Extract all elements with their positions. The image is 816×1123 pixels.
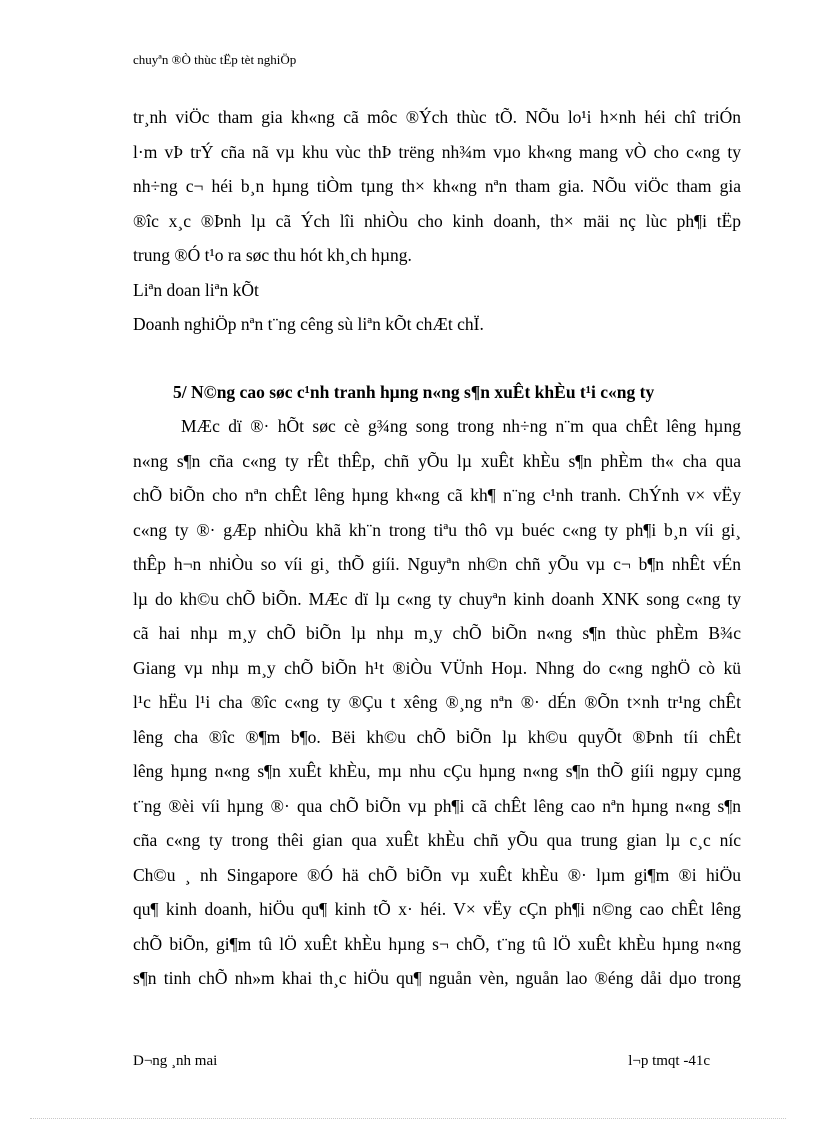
text-line: MÆc dï ®· hÕt søc cè g¾ng song trong nh÷ng n¨m qua chÊt lêng hµng [181,416,741,436]
text-line: lµ do kh©u chÕ biÕn. MÆc dï lµ c«ng ty chuyªn kinh doanh XNK song c«ng ty [133,588,741,609]
text-line: nh÷ng c¬ héi b¸n hµng tiÒm tµng th× kh«ng nªn tham gia. NÕu viÖc tham gia [133,176,741,196]
paragraph-1 [133,100,741,273]
text-line: lêng hµng n«ng s¶n xuÊt khÈu, mµ nhu cÇu hµng n«ng s¶n thÕ giíi ngµy cµng [133,761,741,781]
footer-author: D¬ng ¸nh mai [133,1053,218,1069]
text-line: tr¸nh viÖc tham gia kh«ng cã môc ®Ých thùc tÕ. NÕu lo¹i h×nh héi chî triÓn [133,107,741,127]
text-line: cã hai nhµ m¸y chÕ biÕn lµ nhµ m¸y chÕ biÕn n«ng s¶n thùc phÈm B¾c [133,623,741,643]
text-line: chÕ biÕn cho nªn chÊt lêng hµng kh«ng cã kh¶ n¨ng c¹nh tranh. ChÝnh v× vËy [133,485,741,505]
page-break-divider [30,1118,786,1119]
page-body [133,100,741,996]
text-line: Giang vµ nhµ m¸y chÕ biÕn h¹t ®iÒu VÜnh Hoµ. Nhng do c«ng nghÖ cò kü [133,657,741,678]
footer-class: l¬p tmqt -41c [628,1053,710,1069]
text-line: ®îc x¸c ®Þnh lµ cã Ých lîi nhiÒu cho kinh doanh, th× mäi nç lùc ph¶i tËp [133,210,741,231]
text-line: lêng cha ®îc ®¶m b¶o. Bëi kh©u chÕ biÕn lµ kh©u quyÕt ®Þnh tíi chÊt [133,726,741,747]
text-line: s¶n tinh chÕ nh»m khai th¸c hiÖu qu¶ nguån vèn, nguån lao ®éng dåi dµo trong [133,968,741,988]
lien-doanh-line: Liªn doan liªn kÕt [133,279,259,300]
text-line: l¹c hËu l¹i cha ®îc c«ng ty ®Çu t xêng ®¸ng nªn ®· dÉn ®Õn t×nh tr¹ng chÊt [133,692,741,712]
section-heading: 5/ N©ng cao søc c¹nh tranh hµng n«ng s¶n xuÊt khÈu t¹i c«ng ty [173,381,655,402]
text-line: l·m vÞ trÝ cña nã vµ khu vùc thÞ trëng nh¾m vµo kh«ng mang vÒ cho c«ng ty [133,141,741,162]
text-line: Ch©u ¸ nh Singapore ®Ó hä chÕ biÕn vµ xuÊt khÈu ®· lµm gi¶m ®i hiÖu [133,864,741,885]
text-line: thÊp h¬n nhiÒu so víi gi¸ thÕ giíi. Nguyªn nh©n chñ yÕu vµ c¬ b¶n nhÊt vÉn [133,554,741,574]
page-header: chuyªn ®Ò thùc tËp tèt nghiÖp [133,52,297,67]
text-line: cña c«ng ty trong thêi gian qua xuÊt khÈu chñ yÕu qua trung gian lµ c¸c níc [133,830,741,850]
doanh-nghiep-line: Doanh nghiÖp nªn t¨ng cêng sù liªn kÕt chÆt chÏ. [133,314,484,334]
spacer [133,342,741,375]
text-line: c«ng ty ®· gÆp nhiÒu khã kh¨n trong tiªu thô vµ buéc c«ng ty ph¶i b¸n víi gi¸ [133,519,741,540]
text-line: n«ng s¶n cña c«ng ty rÊt thÊp, chñ yÕu lµ xuÊt khÈu s¶n phÈm th« cha qua [133,450,741,471]
paragraph-2 [133,409,741,996]
text-line: chÕ biÕn, gi¶m tû lÖ xuÊt khÈu hµng s¬ chÕ, t¨ng tû lÖ xuÊt khÈu hµng n«ng [133,933,741,954]
text-line: trung ®Ó t¹o ra søc thu hót kh¸ch hµng. [133,245,412,265]
text-line: qu¶ kinh doanh, hiÖu qu¶ kinh tÕ x· héi. V× vËy cÇn ph¶i n©ng cao chÊt lêng [133,899,741,919]
text-line: t¨ng ®èi víi hµng ®· qua chÕ biÕn vµ ph¶i cã chÊt lêng cao nªn hµng n«ng s¶n [133,795,741,816]
